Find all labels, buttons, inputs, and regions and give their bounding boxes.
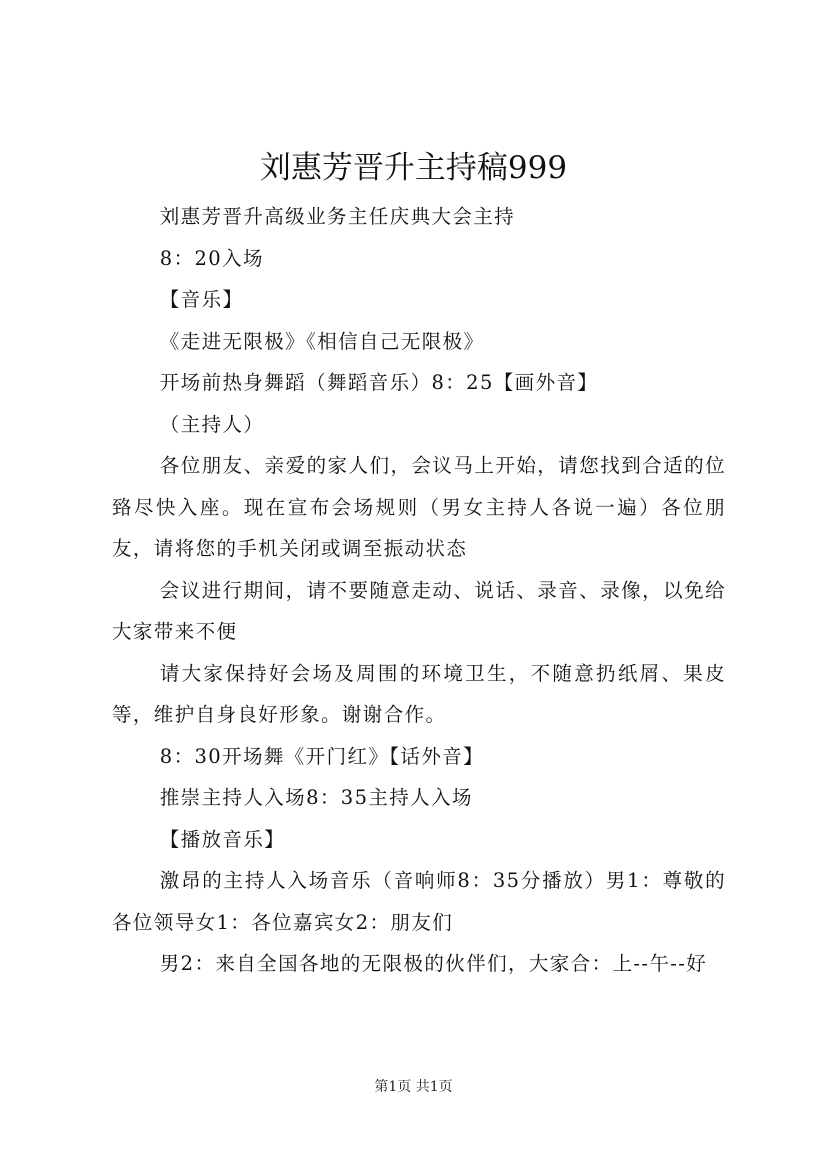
paragraph: 各位朋友、亲爱的家人们，会议马上开始，请您找到合适的位臵尽快入座。现在宣布会场规则（男女主持人各说一遍）各位朋友，请将您的手机关闭或调至振动状态 (112, 454, 726, 560)
paragraph: 推崇主持人入场8：35主持人入场 (159, 786, 473, 809)
document-title: 刘惠芳晋升主持稿999 (259, 150, 568, 186)
paragraph: 8：30开场舞《开门红》【话外音】 (159, 744, 485, 768)
paragraph: 刘惠芳晋升高级业务主任庆典大会主持 (159, 205, 516, 228)
paragraph: 请大家保持好会场及周围的环境卫生，不随意扔纸屑、果皮等，维护自身良好形象。谢谢合作。 (112, 661, 726, 726)
paragraph: 会议进行期间，请不要随意走动、说话、录音、录像，以免给大家带来不便 (112, 578, 726, 643)
paragraph: 男2：来自全国各地的无限极的伙伴们，大家合：上--午--好 (159, 952, 708, 975)
page-footer: 第1页 共1页 (374, 1079, 453, 1095)
paragraph: 激昂的主持人入场音乐（音响师8：35分播放）男1：尊敬的各位领导女1：各位嘉宾女2：朋友们 (112, 869, 726, 934)
document-body (112, 196, 726, 985)
paragraph: 《走进无限极》《相信自己无限极》 (159, 329, 485, 353)
paragraph: 开场前热身舞蹈（舞蹈音乐）8：25【画外音】 (159, 371, 599, 394)
paragraph: 【音乐】 (159, 288, 244, 311)
paragraph: 8：20入场 (159, 246, 264, 270)
paragraph: 【播放音乐】 (159, 827, 286, 851)
paragraph: （主持人） (159, 412, 265, 436)
